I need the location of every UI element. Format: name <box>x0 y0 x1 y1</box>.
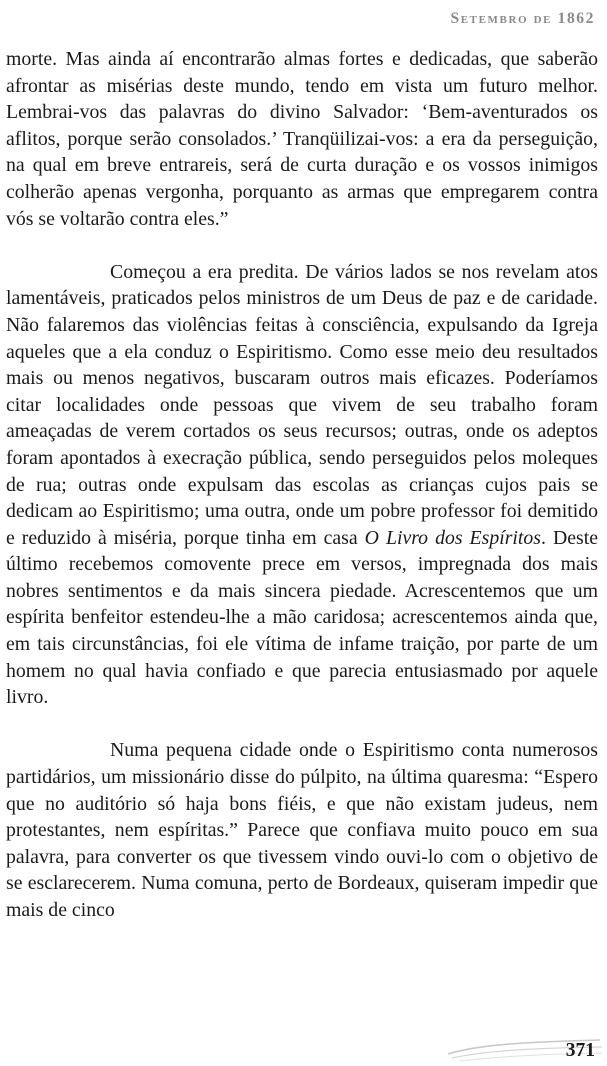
paragraph-1: morte. Mas ainda aí encontrarão almas fortes e dedicadas, que saberão afrontar as misérias deste mundo, tendo em vista um futuro melhor. Lembrai-vos das palavras do divino Salvador: ‘Bem-aventurados os aflitos, porque serão consolados.’ Tranqüilizai-vos: a era da perseguição, na qual em breve entrareis, será de curta duração e os vossos inimigos colherão apenas vergonha, porquanto as armas que empregarem contra vós se voltarão contra eles.” <box>6 48 598 230</box>
paragraph-2-text-start: Começou a era predita. De vários lados se nos revelam atos lamentáveis, praticados pelos ministros de um Deus de paz e de caridade. Não falaremos das violências feitas à consciência, expulsando da Igreja aqueles que a ela conduz o Espiritismo. Como esse meio deu resultados mais ou menos negativos, buscaram outros mais eficazes. Poderíamos citar localidades onde pessoas que vivem de seu trabalho foram ameaçadas de verem cortados os seus recursos; outras, onde os adeptos foram apontados à execração pública, sendo perseguidos pelos moleques de rua; outras onde expulsam das escolas as crianças cujos pais se dedicam ao Espiritismo; uma outra, onde um pobre professor foi demitido e reduzido à miséria, porque tinha em casa <box>6 260 598 549</box>
book-title: O Livro dos Espíritos <box>364 526 542 549</box>
paragraph-3: Numa pequena cidade onde o Espiritismo conta numerosos partidários, um missionário disse do púlpito, na última quaresma: “Espero que no auditório só haja bons fiéis, e que não existam judeus, nem protestantes, nem espíritas.” Parece que confiava muito pouco em sua palavra, para converter os que tivessem vindo ouvi-lo com o objetivo de se esclarecerem. Numa comuna, perto de Bordeaux, quiseram impedir que mais de cinco <box>6 739 598 921</box>
running-header: Setembro de 1862 <box>450 10 595 27</box>
paragraph-2-text-end: . Deste último recebemos comovente prece em versos, impregnada dos mais nobres sentimentos e da mais sincera piedade. Acrescentemos que um espírita benfeitor estendeu-lhe a mão caridosa; acrescentemos ainda que, em tais circunstâncias, foi ele vítima de infame traição, por parte de um homem no qual havia confiado e que parecia entusiasmado por aquele livro. <box>6 526 599 709</box>
page-body <box>6 46 598 950</box>
page-number: 371 <box>565 1040 595 1061</box>
paragraph-2 <box>6 259 598 711</box>
